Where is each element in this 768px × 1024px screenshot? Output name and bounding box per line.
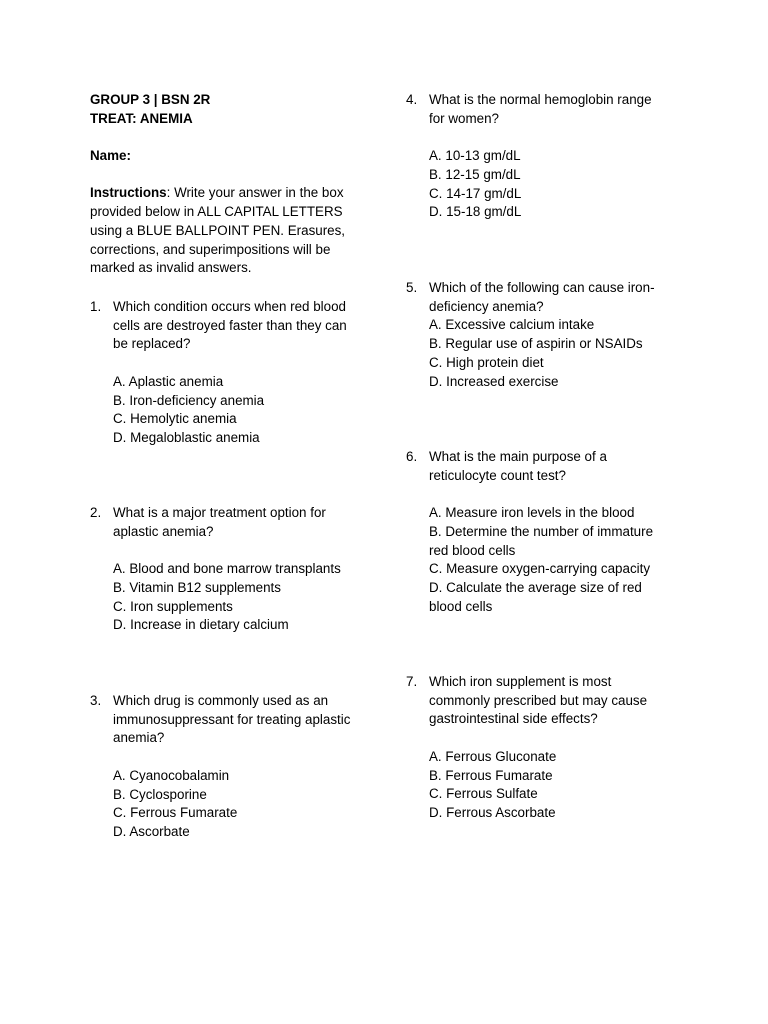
option-b: B. Regular use of aspirin or NSAIDs [429,336,643,352]
question-7 [406,673,676,823]
question-text-line: Which drug is commonly used as an [113,693,329,708]
answer-options [406,504,676,616]
option-a: A. Blood and bone marrow transplants [113,561,341,577]
answer-options [406,748,676,823]
option-c: C. 14-17 gm/dL [429,185,522,201]
question-text-line: be replaced? [113,336,191,352]
question-1 [90,298,370,448]
option-c: C. Measure oxygen-carrying capacity [429,561,651,577]
left-column [90,91,370,839]
question-text-line: What is the main purpose of a [429,449,607,464]
instructions-label: Instructions [90,185,167,201]
question-text-line: Which iron supplement is most [429,674,612,689]
question-text-line: reticulocyte count test? [429,467,566,483]
option-d-continued: blood cells [429,598,493,614]
question-text-line: anemia? [113,730,165,746]
question-text-line: immunosuppressant for treating aplastic [113,711,351,727]
question-3 [90,692,370,842]
option-c: C. Ferrous Sulfate [429,786,538,802]
option-d: D. Calculate the average size of red [429,579,642,595]
group-header: GROUP 3 | BSN 2R [90,92,211,107]
question-text-line: Which condition occurs when red blood [113,299,346,314]
topic-header: TREAT: ANEMIA [90,110,193,126]
question-number: 1. [90,299,102,314]
option-b: B. Cyclosporine [113,786,207,802]
name-label: Name: [90,148,131,164]
option-a: A. Excessive calcium intake [429,317,595,333]
answer-options [90,560,370,635]
question-text-line: for women? [429,110,499,126]
question-text-line: Which of the following can cause iron- [429,280,655,295]
option-b-continued: red blood cells [429,542,516,558]
question-6 [406,448,676,616]
instructions [90,184,362,278]
option-a: A. Measure iron levels in the blood [429,505,635,521]
question-2 [90,504,370,635]
instructions-text: : Write your answer in the box provided below in ALL CAPITAL LETTERS using a BLUE BALLPOINT PEN. Erasures, corrections, and superimpositions will be marked as invalid answers. [90,185,346,276]
option-c: C. Iron supplements [113,598,233,614]
option-d: D. Increased exercise [429,373,559,389]
answer-options [90,767,370,842]
answer-options [406,316,676,391]
option-b: B. Vitamin B12 supplements [113,579,281,595]
question-text-line: What is the normal hemoglobin range [429,92,652,107]
question-number: 4. [406,92,418,107]
option-a: A. 10-13 gm/dL [429,148,521,164]
question-5 [406,279,676,391]
question-number: 3. [90,693,102,708]
question-number: 7. [406,674,418,689]
answer-options [406,147,676,222]
option-d: D. 15-18 gm/dL [429,204,522,220]
option-d: D. Increase in dietary calcium [113,617,289,633]
option-c: C. Hemolytic anemia [113,411,237,427]
question-text-line: deficiency anemia? [429,298,544,314]
option-a: A. Cyanocobalamin [113,767,230,783]
question-number: 5. [406,280,418,295]
answer-options [90,373,370,448]
option-b: B. Ferrous Fumarate [429,767,553,783]
question-text-line: What is a major treatment option for [113,505,326,520]
question-number: 6. [406,449,418,464]
option-b: B. 12-15 gm/dL [429,166,521,182]
option-a: A. Aplastic anemia [113,373,224,389]
option-d: D. Ferrous Ascorbate [429,804,556,820]
option-c: C. High protein diet [429,354,544,370]
option-b: B. Determine the number of immature [429,523,654,539]
option-b: B. Iron-deficiency anemia [113,392,265,408]
question-4 [406,91,676,222]
question-number: 2. [90,505,102,520]
option-d: D. Ascorbate [113,823,190,839]
option-d: D. Megaloblastic anemia [113,429,260,445]
option-a: A. Ferrous Gluconate [429,748,557,764]
question-text-line: aplastic anemia? [113,523,214,539]
question-text-line: gastrointestinal side effects? [429,711,598,727]
option-c: C. Ferrous Fumarate [113,805,238,821]
question-text-line: cells are destroyed faster than they can [113,317,347,333]
question-text-line: commonly prescribed but may cause [429,692,648,708]
